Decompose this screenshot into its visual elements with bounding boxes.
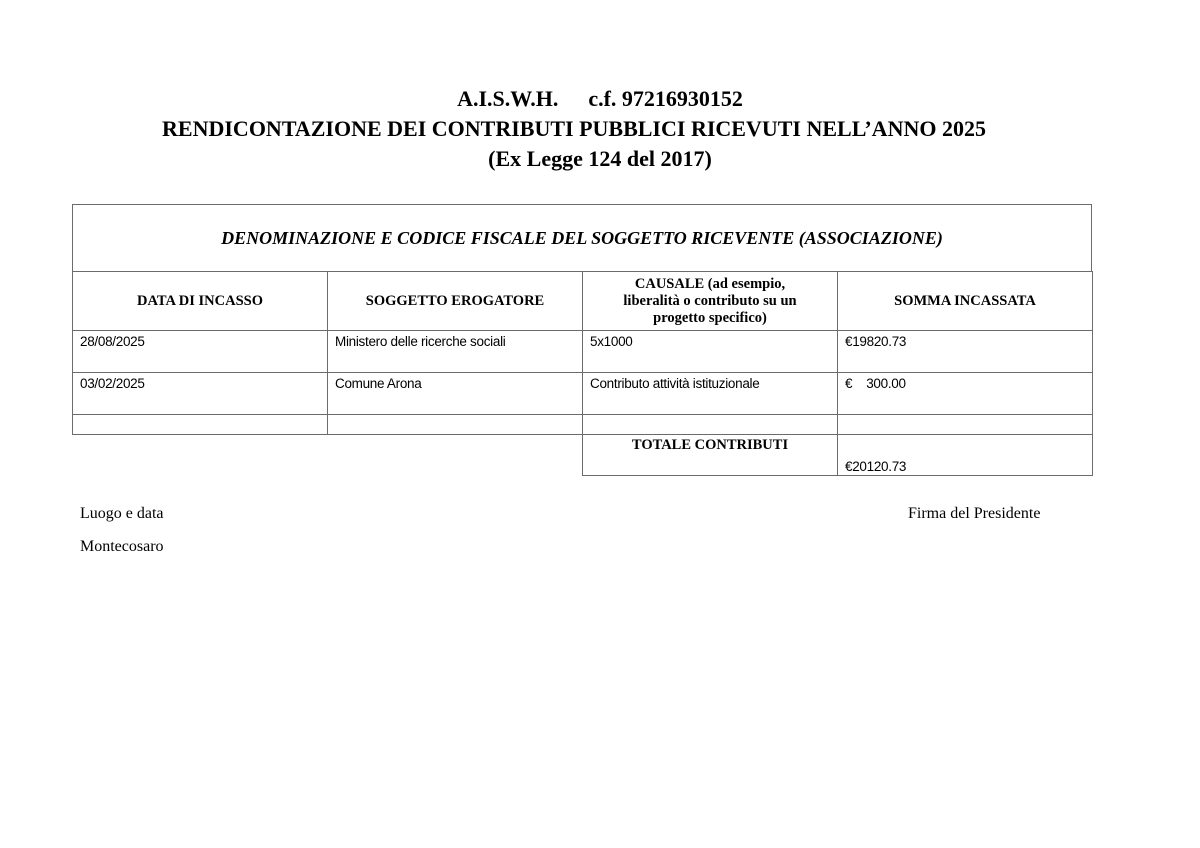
org-fiscal-code: c.f. 97216930152 [588,86,743,111]
signature-label: Firma del Presidente [908,505,1041,522]
total-row [73,435,1093,476]
cell-reason: 5x1000 [583,331,838,373]
footer-signature [908,504,1040,524]
cell-amount [838,373,1093,415]
table-row [73,373,1093,415]
header-amount: SOMMA INCASSATA [838,272,1093,331]
recipient-box-title: DENOMINAZIONE E CODICE FISCALE DEL SOGGETTO RICEVENTE (ASSOCIAZIONE) [221,227,943,248]
currency-symbol: € [845,376,853,391]
document-subtitle: (Ex Legge 124 del 2017) [488,146,712,171]
header-source: SOGGETTO EROGATORE [328,272,583,331]
cell-amount: €19820.73 [838,331,1093,373]
place-value: Montecosaro [80,538,164,555]
amount-value: 300.00 [866,376,906,391]
place-label: Luogo e data [80,505,164,522]
cell-date: 03/02/2025 [73,373,328,415]
total-label: TOTALE CONTRIBUTI [583,435,838,476]
cell-source: Ministero delle ricerche sociali [328,331,583,373]
contributions-table [72,271,1093,476]
table-header-row [73,272,1093,331]
document-title: RENDICONTAZIONE DEI CONTRIBUTI PUBBLICI RICEVUTI NELL’ANNO 2025 [162,116,986,141]
table-row-empty [73,415,1093,435]
footer-place [80,504,164,557]
table-row [73,331,1093,373]
header-line-org [0,84,1200,114]
header-date: DATA DI INCASSO [73,272,328,331]
cell-source: Comune Arona [328,373,583,415]
document-header [0,84,1200,174]
cell-reason: Contributo attività istituzionale [583,373,838,415]
org-name: A.I.S.W.H. [457,86,559,111]
cell-date: 28/08/2025 [73,331,328,373]
total-value: €20120.73 [838,435,1093,476]
header-reason: CAUSALE (ad esempio, liberalità o contributo su un progetto specifico) [583,272,838,331]
recipient-box [72,204,1092,272]
